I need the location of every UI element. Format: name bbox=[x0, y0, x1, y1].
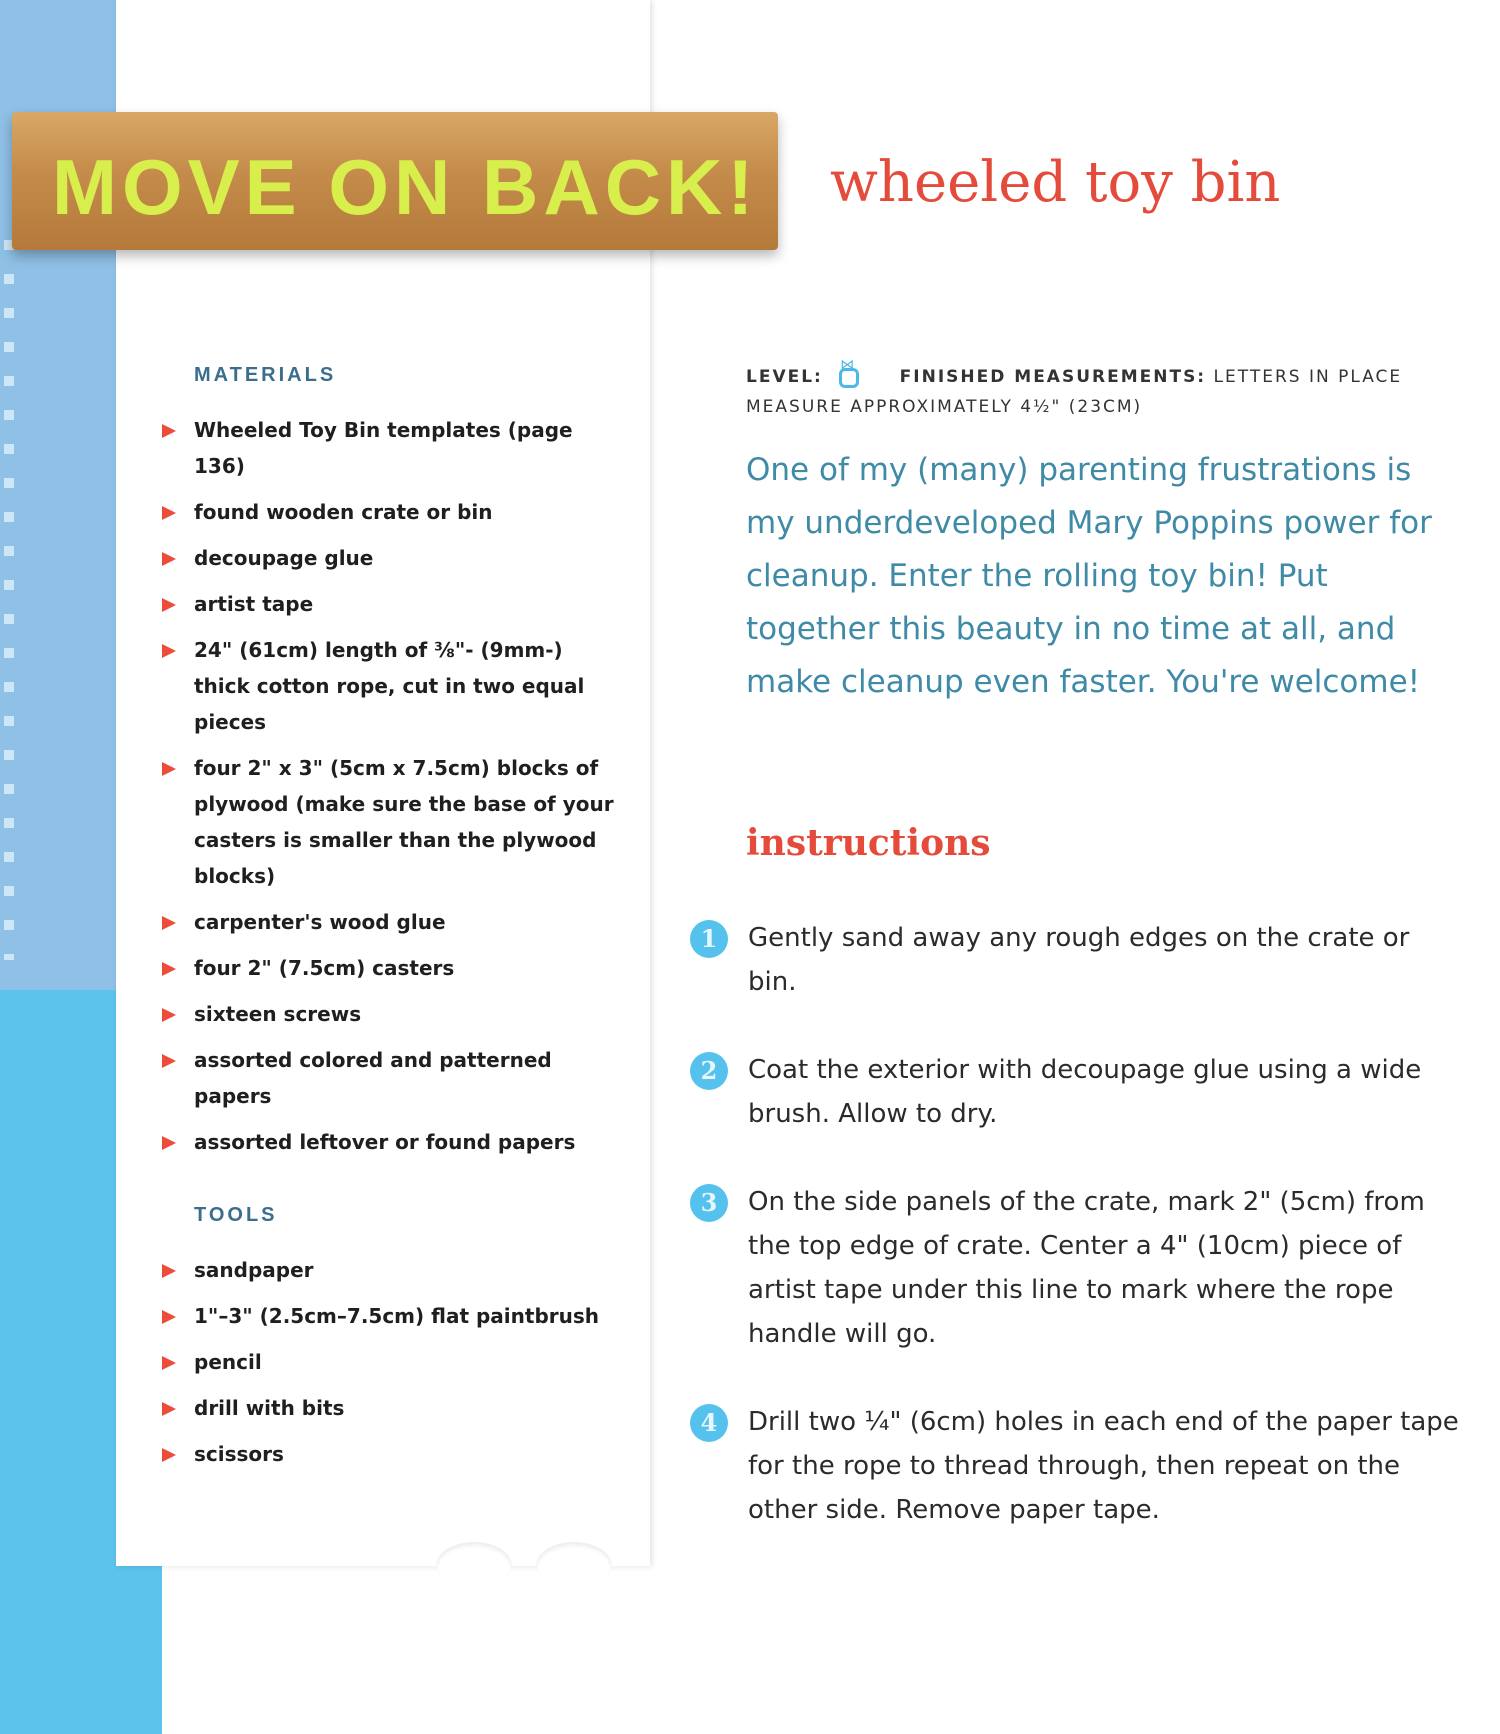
banner-title: MOVE ON BACK! bbox=[52, 143, 759, 231]
step-text: Coat the exterior with decoupage glue using a wide brush. Allow to dry. bbox=[748, 1055, 1422, 1129]
step-number-badge: 2 bbox=[690, 1052, 728, 1090]
arrow-bullet-icon bbox=[162, 1264, 176, 1278]
arrow-bullet-icon bbox=[162, 1310, 176, 1324]
arrow-bullet-icon bbox=[162, 1008, 176, 1022]
list-item: carpenter's wood glue bbox=[160, 904, 620, 940]
list-item: drill with bits bbox=[160, 1390, 620, 1426]
arrow-bullet-icon bbox=[162, 1448, 176, 1462]
level-label: LEVEL: bbox=[746, 367, 823, 387]
step-number-badge: 1 bbox=[690, 920, 728, 958]
tools-heading: TOOLS bbox=[194, 1204, 278, 1226]
wood-banner bbox=[12, 112, 778, 250]
instruction-step bbox=[690, 1180, 1460, 1356]
card-notch bbox=[436, 1542, 512, 1590]
list-item: four 2" x 3" (5cm x 7.5cm) blocks of plywood (make sure the base of your casters is smaller than the plywood blocks) bbox=[160, 750, 620, 894]
list-item: sandpaper bbox=[160, 1252, 620, 1288]
tools-list bbox=[160, 1252, 620, 1482]
step-text: Drill two ¼" (6cm) holes in each end of the paper tape for the rope to thread through, then repeat on the other side. Remove paper tape. bbox=[748, 1407, 1459, 1525]
list-item: found wooden crate or bin bbox=[160, 494, 620, 530]
level-bow-icon: ⋈ bbox=[836, 360, 862, 388]
arrow-bullet-icon bbox=[162, 644, 176, 658]
list-item: sixteen screws bbox=[160, 996, 620, 1032]
card-notch bbox=[536, 1542, 612, 1590]
intro-paragraph: One of my (many) parenting frustrations is my underdeveloped Mary Poppins power for cleanup. Enter the rolling toy bin! Put together this beauty in no time at all, and make cleanup even faster. You're welcome! bbox=[746, 452, 1432, 700]
arrow-bullet-icon bbox=[162, 1054, 176, 1068]
arrow-bullet-icon bbox=[162, 916, 176, 930]
step-text: Gently sand away any rough edges on the crate or bin. bbox=[748, 923, 1410, 997]
list-item: decoupage glue bbox=[160, 540, 620, 576]
list-item: four 2" (7.5cm) casters bbox=[160, 950, 620, 986]
arrow-bullet-icon bbox=[162, 598, 176, 612]
arrow-bullet-icon bbox=[162, 1402, 176, 1416]
step-number-badge: 3 bbox=[690, 1184, 728, 1222]
materials-list bbox=[160, 412, 620, 1170]
step-number-badge: 4 bbox=[690, 1404, 728, 1442]
list-item: assorted colored and patterned papers bbox=[160, 1042, 620, 1114]
list-item: Wheeled Toy Bin templates (page 136) bbox=[160, 412, 620, 484]
instruction-step bbox=[690, 1048, 1460, 1136]
materials-heading: MATERIALS bbox=[194, 364, 337, 386]
stitch-pattern bbox=[4, 240, 14, 960]
list-item: 1"–3" (2.5cm–7.5cm) flat paintbrush bbox=[160, 1298, 620, 1334]
arrow-bullet-icon bbox=[162, 962, 176, 976]
arrow-bullet-icon bbox=[162, 506, 176, 520]
arrow-bullet-icon bbox=[162, 1136, 176, 1150]
arrow-bullet-icon bbox=[162, 762, 176, 776]
project-title: wheeled toy bin bbox=[830, 150, 1281, 215]
instructions-title: instructions bbox=[746, 822, 991, 864]
instructions-list bbox=[690, 916, 1460, 1532]
step-text: On the side panels of the crate, mark 2" (5cm) from the top edge of crate. Center a 4" (10cm) piece of artist tape under this line to mark where the rope handle will go. bbox=[748, 1187, 1425, 1349]
measurements-label: FINISHED MEASUREMENTS: bbox=[899, 367, 1207, 387]
project-meta bbox=[746, 357, 1450, 422]
measurements-value: LETTERS IN PLACE MEASURE APPROXIMATELY 4½" (23CM) bbox=[746, 367, 1403, 417]
list-item: scissors bbox=[160, 1436, 620, 1472]
list-item: artist tape bbox=[160, 586, 620, 622]
list-item: pencil bbox=[160, 1344, 620, 1380]
arrow-bullet-icon bbox=[162, 424, 176, 438]
arrow-bullet-icon bbox=[162, 1356, 176, 1370]
instruction-step bbox=[690, 916, 1460, 1004]
list-item: 24" (61cm) length of ⅜"- (9mm-) thick cotton rope, cut in two equal pieces bbox=[160, 632, 620, 740]
list-item: assorted leftover or found papers bbox=[160, 1124, 620, 1160]
instruction-step bbox=[690, 1400, 1460, 1532]
arrow-bullet-icon bbox=[162, 552, 176, 566]
